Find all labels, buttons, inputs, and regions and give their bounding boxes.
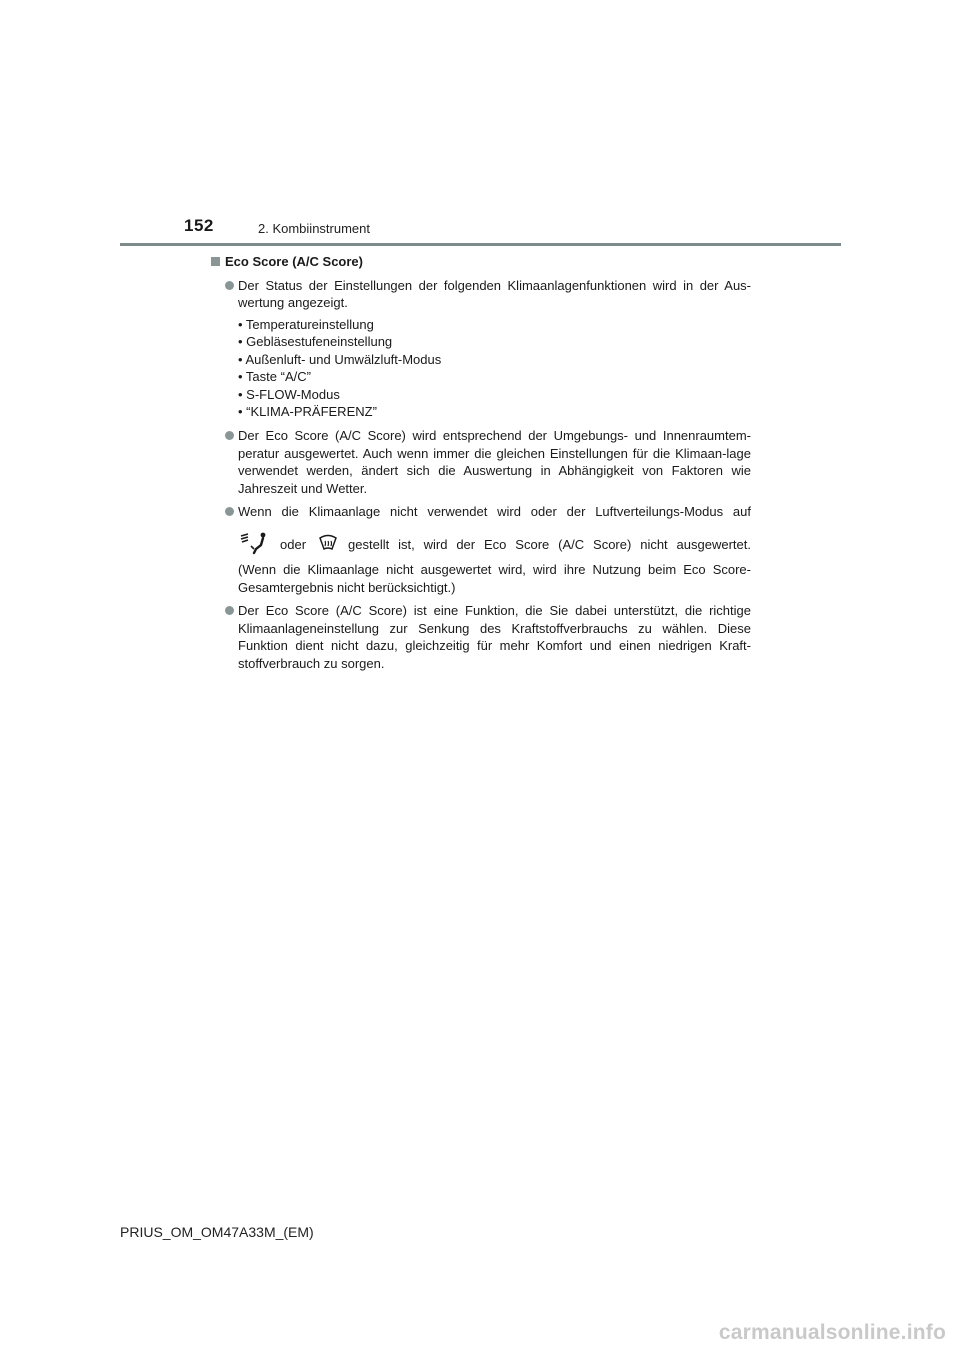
circle-bullet-icon: [225, 606, 234, 615]
sublist-item: • Taste “A/C”: [238, 369, 311, 385]
circle-bullet-icon: [225, 281, 234, 290]
circle-bullet-icon: [225, 507, 234, 516]
document-code: PRIUS_OM_OM47A33M_(EM): [120, 1224, 314, 1240]
list-item: [211, 602, 751, 672]
item-text: gestellt ist, wird der Eco Score (A/C Score) nicht ausgewertet.: [348, 537, 751, 553]
airflow-mode-line: [238, 531, 751, 560]
circle-bullet-icon: [225, 431, 234, 440]
watermark: carmanualsonline.info: [718, 1321, 946, 1344]
section-heading-text: Eco Score (A/C Score): [225, 254, 363, 269]
item-text: Wenn die Klimaanlage nicht verwendet wird oder der Luftverteilungs-Modus auf: [238, 504, 751, 520]
list-item: [211, 503, 751, 596]
sublist-item: • Gebläsestufeneinstellung: [238, 334, 393, 350]
sublist-item: • S-FLOW-Modus: [238, 386, 340, 402]
header-rule: [120, 243, 841, 246]
item-text: Der Eco Score (A/C Score) wird entsprechend der Umgebungs- und Innenraumtem-peratur ausgewertet. Auch wenn immer die gleichen Einstellungen für die Klimaan-lage verwendet werden, ändert sich die Auswertung in Abhängigkeit von Faktoren wie Jahreszeit und Wetter.: [238, 428, 751, 496]
windshield-and-foot-airflow-icon: [238, 531, 270, 560]
item-text: Der Status der Einstellungen der folgenden Klimaanlagenfunktionen wird in der Aus-wertung angezeigt.: [238, 277, 751, 310]
item-text: (Wenn die Klimaanlage nicht ausgewertet wird, wird ihre Nutzung beim Eco Score-Gesamtergebnis nicht berücksichtigt.): [238, 562, 751, 595]
list-item: [211, 277, 751, 422]
sublist-item: • Temperatureinstellung: [238, 316, 374, 332]
section-heading: [211, 253, 751, 271]
word-or: oder: [280, 537, 307, 553]
chapter-title: 2. Kombiinstrument: [258, 221, 370, 236]
item-text: Der Eco Score (A/C Score) ist eine Funktion, die Sie dabei unterstützt, die richtige Klimaanlageneinstellung zur Senkung des Kraftstoffverbrauchs zu wählen. Diese Funktion dient nicht dazu, gleichzeitig für mehr Komfort und einen niedrigen Kraft-stoffverbrauch zu sorgen.: [238, 603, 751, 671]
windshield-defroster-icon: [318, 533, 338, 558]
content-body: [211, 253, 751, 678]
settings-sublist: [238, 316, 751, 422]
page-number: 152: [184, 216, 214, 235]
sublist-item: • “KLIMA-PRÄFERENZ”: [238, 404, 377, 420]
square-bullet-icon: [211, 257, 220, 266]
list-item: [211, 427, 751, 497]
sublist-item: • Außenluft- und Umwälzluft-Modus: [238, 351, 442, 367]
